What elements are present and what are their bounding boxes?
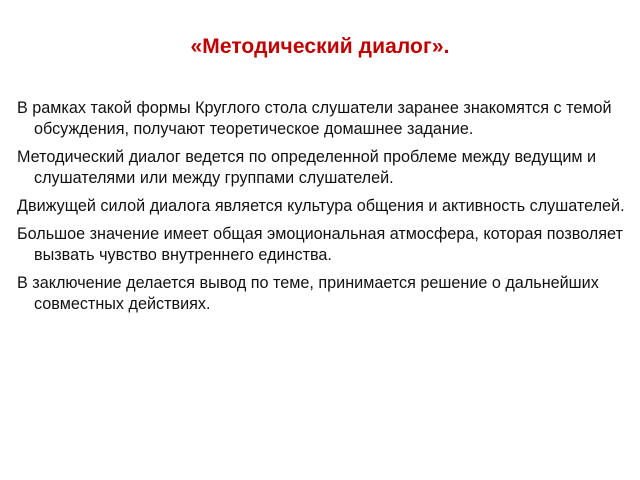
paragraph-2: Методический диалог ведется по определенной проблеме между ведущим и слушателями или между группами слушателей. bbox=[17, 148, 597, 187]
paragraph-3: Движущей силой диалога является культура общения и активность слушателей. bbox=[17, 197, 625, 215]
paragraph-1: В рамках такой формы Круглого стола слушатели заранее знакомятся с темой обсуждения, получают теоретическое домашнее задание. bbox=[17, 99, 612, 138]
paragraph-5: В заключение делается вывод по теме, принимается решение о дальнейших совместных действиях. bbox=[17, 274, 599, 313]
slide-body bbox=[17, 98, 629, 322]
slide-title: «Методический диалог». bbox=[190, 35, 450, 58]
paragraph-4: Большое значение имеет общая эмоциональная атмосфера, которая позволяет вызвать чувство внутреннего единства. bbox=[17, 225, 623, 264]
